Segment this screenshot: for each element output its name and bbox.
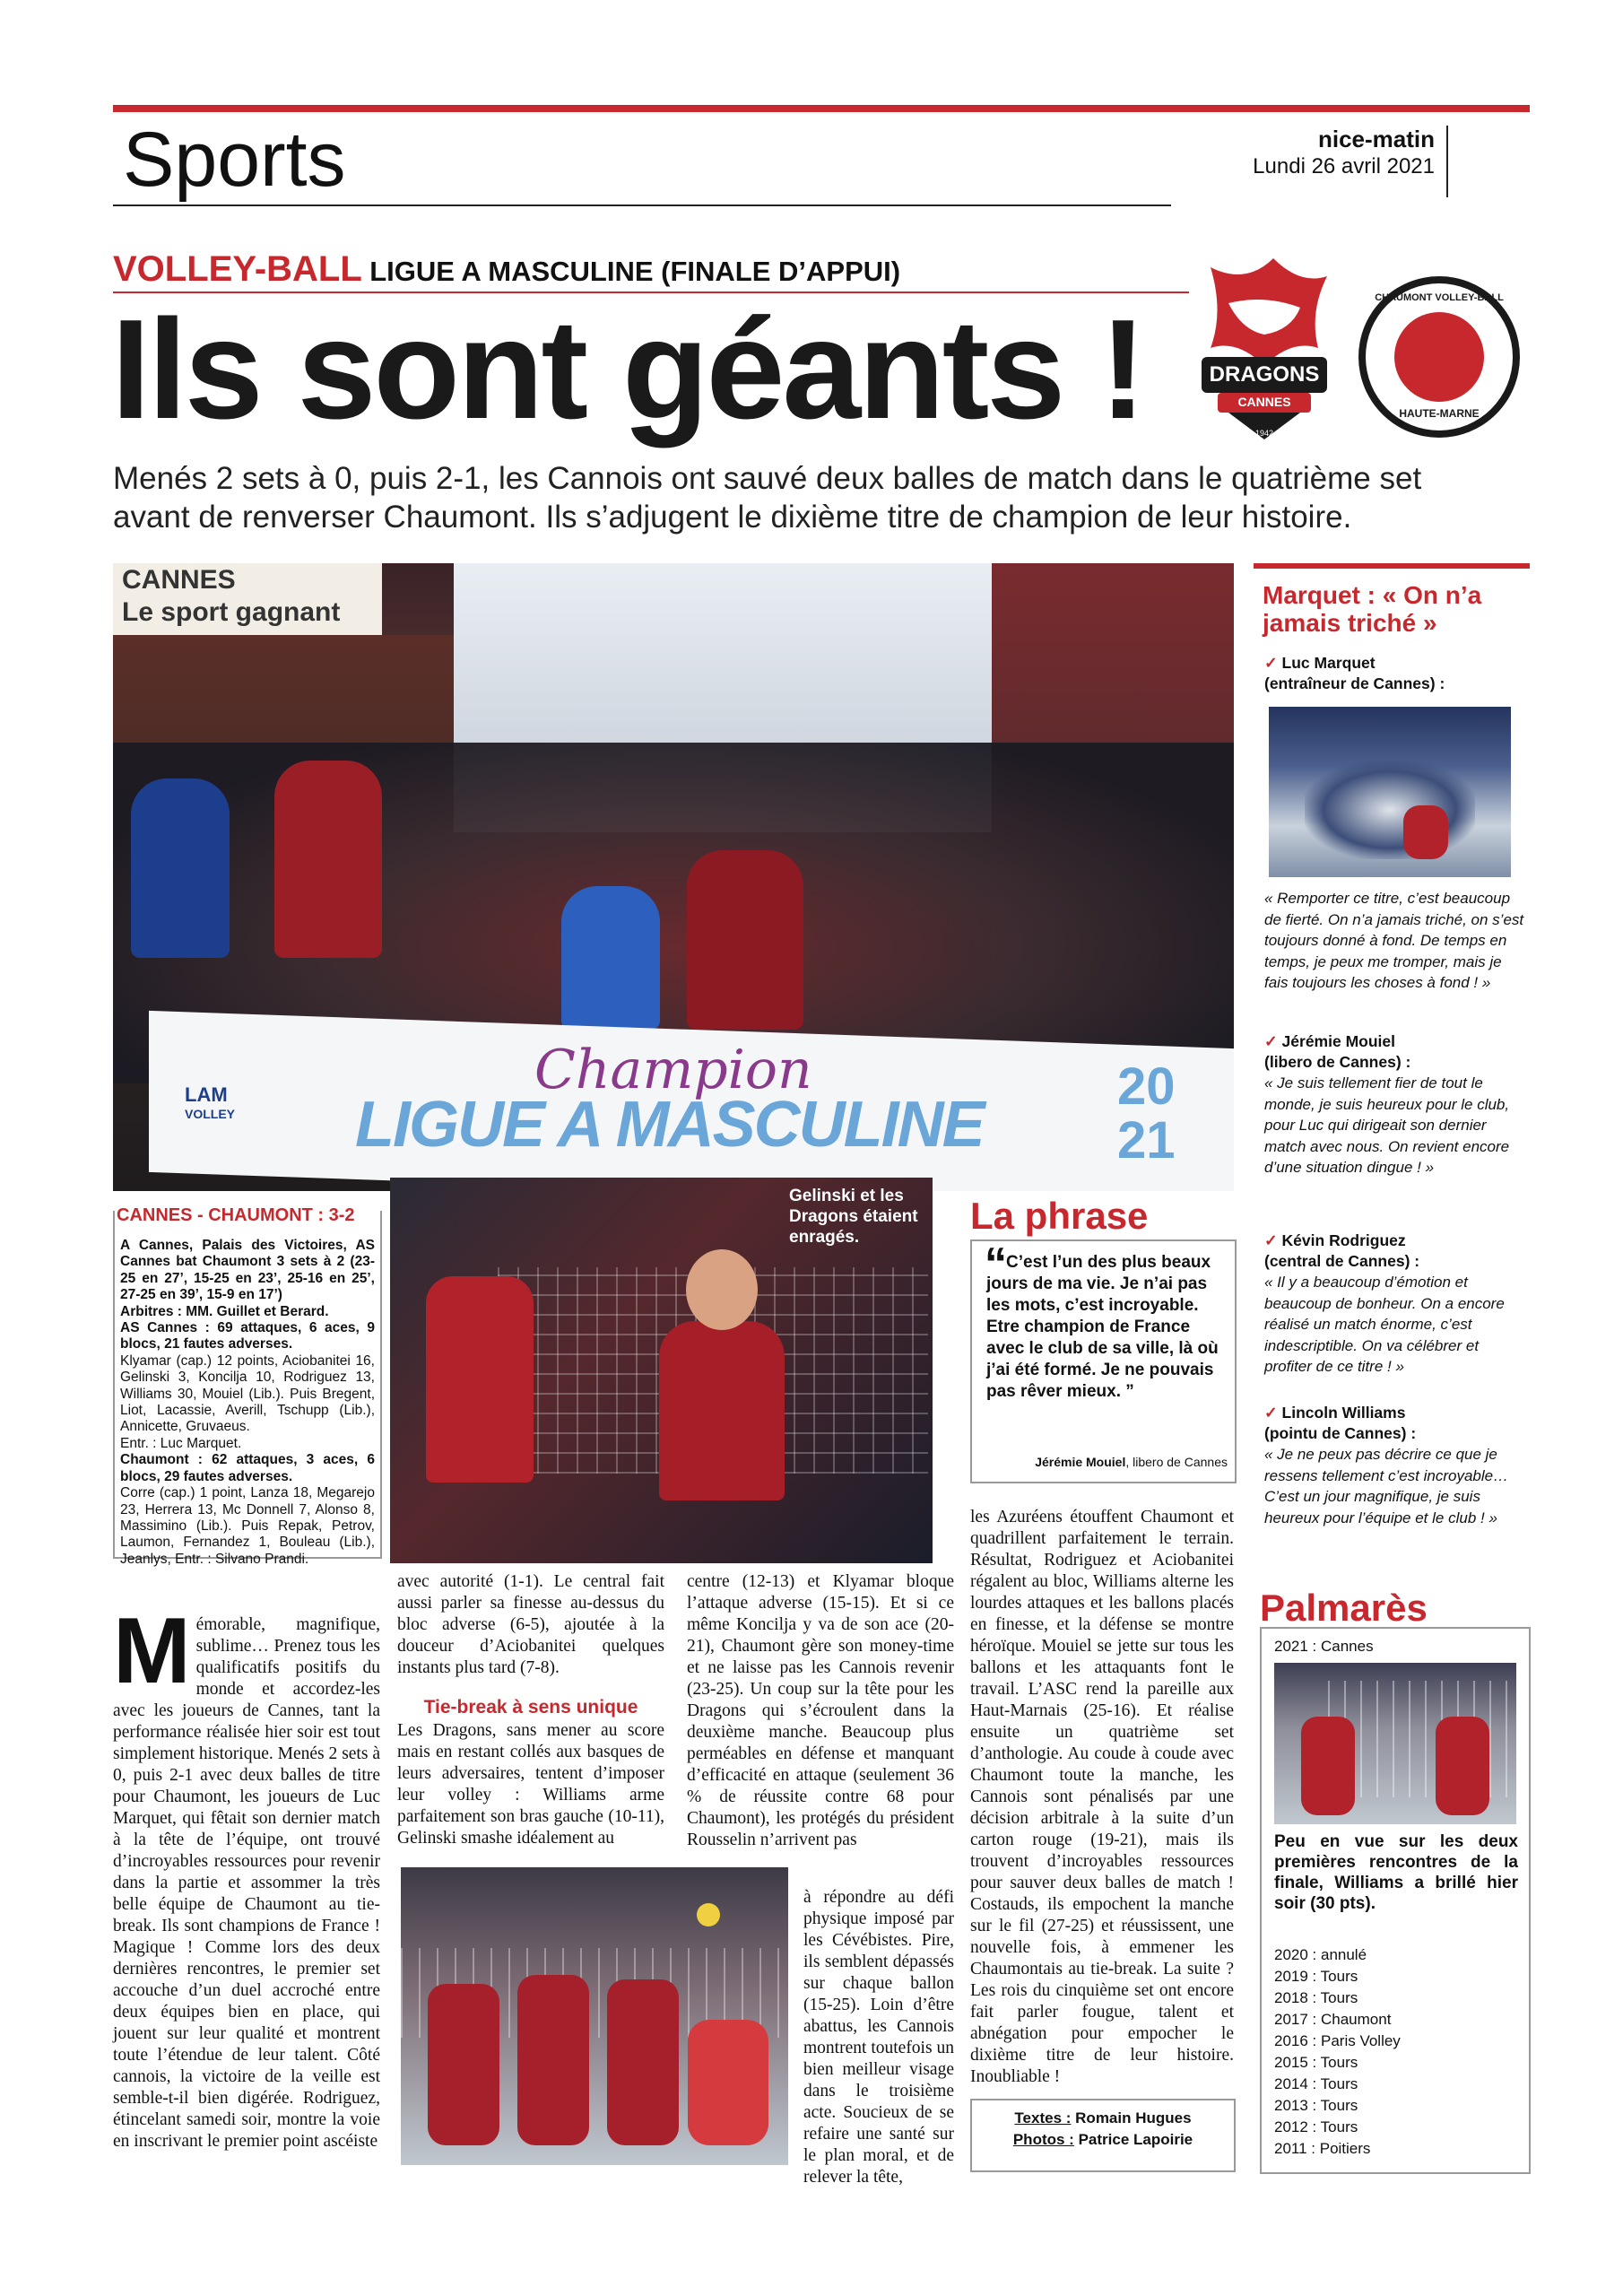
paper-name: nice-matin — [1317, 126, 1435, 152]
dropcap: M — [113, 1599, 191, 1703]
player-jersey-18 — [426, 1276, 534, 1483]
article-col-1 — [113, 1599, 380, 2152]
palmares-2018: 2018 : Tours — [1274, 1989, 1358, 2006]
blocker-1 — [428, 1984, 499, 2145]
article-text-3a: centre (12-13) et Klyamar bloque l’attaque adverse (15-15). Et si ce même Koncilja y va de son ace (20-21), Chaumont gère son money-time et ne laisse pas les Cannois revenir (23-25). Un coup sur la tête pour les Dragons qui s’écroulent dans la deuxième manche. Beaucoup plus perméables en défense et manquant d’efficacité en attaque (seulement 36 % de réussite contre 68 pour Chaumont), les protégés du président Rousselin n’arrivent pas — [687, 1572, 954, 1849]
quote-3-name: ✓ Kévin Rodriguez — [1264, 1231, 1406, 1249]
quote-4-role: (pointu de Cannes) : — [1264, 1424, 1417, 1442]
phrase-author: Jérémie Mouiel — [1035, 1455, 1126, 1469]
palmares-title: Palmarès — [1260, 1587, 1428, 1629]
quote-4 — [1264, 1403, 1524, 1528]
dragons-city: CANNES — [1237, 395, 1291, 409]
credits-box — [970, 2099, 1236, 2172]
main-photo — [113, 563, 1234, 1191]
palmares-photo — [1274, 1663, 1516, 1824]
quote-1-text: « Remporter ce titre, c’est beaucoup de fierté. On n’a jamais triché, on s’est toujours donné à fond. De temps en temps, je peux me tromper, mais je fais toujours les choses à fond ! » — [1264, 890, 1524, 991]
dragons-name: DRAGONS — [1209, 362, 1320, 387]
quote-3-role: (central de Cannes) : — [1264, 1252, 1420, 1270]
check-icon: ✓ — [1264, 1032, 1278, 1050]
article-text-1: émorable, magnifique, sublime… Prenez tous les qualificatifs positifs du monde et accordez-les avec les joueurs de Cannes, tant la performance réalisée hier soir est tout simplement historique. Menés 2 sets à 0, puis 2-1 avec deux balles de titre pour Chaumont, les joueurs de Luc Marquet, qui fêtait son dernier match à la tête de l’équipe, ont trouvé d’incroyables ressources pour revenir dans la partie et assommer la très belle équipe de Chaumont au tie-break. Ils sont champions de France ! Magique ! Comme lors des deux dernières rencontres, le premier set accouche d’un duel accroché entre deux équipes bien en place, qui jouent sur leur qualité et montrent toute l’étendue de leur talent. Côté cannois, la victoire de la veille est semble-t-il bien digérée. Rodriguez, étincelant samedi soir, montre la voie en inscrivant le premier point ascéiste — [113, 1615, 380, 2151]
credits-photos-name: Patrice Lapoirie — [1078, 2131, 1193, 2148]
phrase-box — [970, 1239, 1237, 1483]
board-lam-sub: VOLLEY — [185, 1107, 236, 1121]
article-text-3b: à répondre au défi physique imposé par les Cévébistes. Pire, ils semblent dépassés sur chaque ballon (15-25). Loin d’être abattus, les Cannois montrent toutefois un bien meilleur visage dans le troisième acte. Soucieux de se refaire une santé sur le plan moral, et de relever la tête, — [803, 1888, 954, 2187]
player-red-2 — [687, 850, 803, 1030]
deck: Menés 2 sets à 0, puis 2-1, les Cannois ont sauvé deux balles de match dans le quatrième set avant de renverser Chaumont. Ils s’adjugent le dixième titre de champion de leur histoire. — [113, 461, 1422, 535]
factbox-cannes-players: Klyamar (cap.) 12 points, Aciobanitei 16, Gelinski 3, Koncilja 10, Rodriguez 13, Williams 30, Mouiel (Lib.). Puis Bregent, Liot, Lacassie, Averill, Tschupp (Lib.), Annicette, Gruvaeus. — [120, 1352, 375, 1435]
player-jersey-8 — [659, 1321, 785, 1500]
phrase-quote: C’est l’un des plus beaux jours de ma vie. Je n’ai pas les mots, c’est incroyable. Etre champion de France avec le club de sa ville, là où j’ai été formé. Je ne pouvais pas rêver mieux. ” — [986, 1253, 1219, 1401]
credits-photos — [972, 2129, 1234, 2151]
issue-date: Lundi 26 avril 2021 — [1253, 154, 1435, 178]
factbox-refs: Arbitres : MM. Guillet et Berard. — [120, 1303, 329, 1319]
palmares-2016: 2016 : Paris Volley — [1274, 2032, 1401, 2049]
article-col-3a — [687, 1571, 954, 1851]
banner-sub: Le sport gagnant — [122, 597, 341, 627]
credits-photos-label: Photos : — [1012, 2131, 1074, 2148]
header-rule — [113, 204, 1171, 206]
top-rule — [113, 105, 1530, 112]
phrase-author-role: , libero de Cannes — [1125, 1455, 1228, 1469]
headline: Ils sont géants ! — [111, 291, 1144, 448]
quote-2-name: ✓ Jérémie Mouiel — [1264, 1032, 1395, 1050]
factbox-cannes-coach: Entr. : Luc Marquet. — [120, 1435, 242, 1451]
credits-texts — [972, 2108, 1234, 2129]
banner-cannes: CANNES — [122, 565, 236, 595]
palmares-2013: 2013 : Tours — [1274, 2097, 1358, 2114]
factbox-title: CANNES - CHAUMONT : 3-2 — [117, 1205, 355, 1225]
blocker-3 — [607, 1979, 679, 2145]
quote-2-role: (libero de Cannes) : — [1264, 1053, 1411, 1071]
palmares-2012: 2012 : Tours — [1274, 2118, 1358, 2135]
board-champion: Champion — [534, 1039, 812, 1101]
photo-gelinski-caption: Gelinski et les Dragons étaient enragés. — [789, 1187, 918, 1247]
article-col-4 — [970, 1507, 1234, 2088]
player-red-1 — [274, 761, 382, 958]
article-text-4: les Azuréens étouffent Chaumont et quadrillent parfaitement le terrain. Résultat, Rodriguez et Aciobanitei régalent au bloc, Williams alterne les lourdes attaques et les ballons placés en finesse, et la défense se montre héroïque. Mouiel se jette sur tous les ballons et les attaquants font le travail. L’ASC rend la pareille aux Haut-Marnais (25-16). Et réalise ensuite un quatrième set d’anthologie. Au coude à coude avec Chaumont toute la manche, les Cannois sont pénalisés par une décision arbitrale à la suite d’un carton rouge (19-21), mais ils trouvent d’incroyables ressources pour sauver deux balles de match ! Costauds, ils empochent la manche sur le fil (27-25) et réussissent, une nouvelle fois, à emmener les Chaumontais au tie-break. La suite ? Les rois du cinquième set ont encore fait parler fougue, talent et abnégation pour empocher le dixième titre de leur histoire. Inoubliable ! — [970, 1508, 1234, 2086]
board-year-bottom: 21 — [1117, 1111, 1176, 1170]
palmares-blocker — [1436, 1717, 1489, 1815]
factbox-body — [120, 1238, 375, 1568]
chaumont-logo — [1358, 276, 1520, 438]
palmares-2019: 2019 : Tours — [1274, 1968, 1358, 1985]
palmares-2015: 2015 : Tours — [1274, 2054, 1358, 2071]
chaumont-bottom-text: HAUTE-MARNE — [1399, 407, 1480, 420]
palmares-attacker — [1301, 1717, 1355, 1815]
player-blue-2 — [561, 886, 660, 1030]
factbox-chaumont-players: Corre (cap.) 1 point, Lanza 18, Megarejo 23, Herrera 13, Mc Donnell 7, Alonso 8, Massimino (Lib.). Puis Repak, Petrov, Laumon, Fernandez 1, Bouleau (Lib.), Jeanlys, Entr. : Silvano Prandi. — [120, 1485, 375, 1567]
quote-3 — [1264, 1231, 1524, 1378]
kicker-competition: LIGUE A MASCULINE (FINALE D’APPUI) — [369, 256, 901, 287]
sidebar-photo — [1269, 707, 1511, 877]
dragons-logo — [1193, 249, 1336, 447]
player-head — [686, 1249, 758, 1330]
article-col-3b — [803, 1887, 954, 2188]
phrase-title: La phrase — [970, 1195, 1149, 1237]
chaumont-ball — [1394, 312, 1484, 402]
player-blue-1 — [131, 778, 230, 958]
quote-1-name: ✓ Luc Marquet — [1264, 654, 1376, 672]
quote-2-text: « Je suis tellement fier de tout le monde, je suis heureux pour le club, pour Luc qui dirigeait son dernier match avec nous. On revient encore d’une situation dingue ! » — [1264, 1074, 1510, 1176]
quote-2 — [1264, 1031, 1524, 1178]
dragons-year: 1942 — [1254, 429, 1274, 438]
quote-4-name: ✓ Lincoln Williams — [1264, 1404, 1406, 1422]
palmares-2020: 2020 : annulé — [1274, 1946, 1367, 1963]
phrase-open-mark: “ — [985, 1239, 1007, 1289]
palmares-2017: 2017 : Chaumont — [1274, 2011, 1392, 2028]
subhead: Tie-break à sens unique — [423, 1697, 638, 1718]
player-libero — [688, 2020, 768, 2145]
quote-3-text: « Il y a beaucoup d’émotion et beaucoup de bonheur. On a encore réalisé un match énorme, c’est indescriptible. On va célébrer et profiter de ce titre ! » — [1264, 1274, 1505, 1375]
credits-texts-label: Textes : — [1014, 2109, 1072, 2126]
article-col-2 — [397, 1571, 664, 1849]
factbox-chaumont-stats: Chaumont : 62 attaques, 3 aces, 6 blocs, 29 fautes adverses. — [120, 1452, 375, 1484]
red-shirt — [1403, 805, 1448, 859]
check-icon: ✓ — [1264, 1404, 1278, 1422]
palmares-2011: 2011 : Poitiers — [1274, 2140, 1371, 2157]
board-lam: LAM — [185, 1083, 228, 1106]
palmares-list — [1274, 1944, 1401, 2160]
factbox-venue: A Cannes, Palais des Victoires, AS Cannes bat Chaumont 3 sets à 2 (23-25 en 27’, 15-25 en 23’, 25-16 en 25’, 27-25 en 39’, 15-9 en 17’) — [120, 1238, 375, 1303]
check-icon: ✓ — [1264, 1231, 1278, 1249]
article-text-2a: avec autorité (1-1). Le central fait aussi parler sa finesse au-dessus du bloc adverse (6-5), ajoutée à la douceur d’Aciobanitei quelques instants plus tard (7-8). — [397, 1572, 664, 1677]
quote-1 — [1264, 653, 1524, 694]
palmares-box — [1260, 1627, 1531, 2174]
palmares-first: 2021 : Cannes — [1274, 1638, 1374, 1655]
volleyball — [697, 1903, 720, 1926]
chaumont-top-text: CHAUMONT VOLLEY-BALL — [1375, 292, 1504, 303]
phrase-credit — [1035, 1455, 1228, 1469]
quote-1-role: (entraîneur de Cannes) : — [1264, 674, 1445, 692]
factbox — [113, 1205, 382, 1567]
header-divider — [1446, 126, 1448, 197]
pile-players — [1305, 761, 1475, 859]
kicker-sport: VOLLEY-BALL — [113, 249, 362, 289]
sidebar-rule — [1254, 563, 1530, 569]
blocker-2 — [517, 1975, 589, 2145]
photo-block — [401, 1867, 788, 2165]
factbox-cannes-stats: AS Cannes : 69 attaques, 6 aces, 9 blocs, 21 fautes adverses. — [120, 1320, 375, 1352]
section-title: Sports — [123, 117, 346, 203]
palmares-2014: 2014 : Tours — [1274, 2075, 1358, 2092]
article-text-2b: Les Dragons, sans mener au score mais en restant collés aux basques de leurs adversaires, tentent d’imposer leur volley : Williams arme parfaitement son bras gauche (10-11), Gelinski smashe idéalement au — [397, 1721, 664, 1848]
credits-texts-name: Romain Hugues — [1075, 2109, 1192, 2126]
check-icon: ✓ — [1264, 654, 1278, 672]
sidebar-title: Marquet : « On n’a jamais triché » — [1263, 581, 1482, 637]
palmares-caption: Peu en vue sur les deux premières rencontres de la finale, Williams a brillé hier soir (30 pts). — [1274, 1832, 1518, 1913]
board-ligue: LIGUE A MASCULINE — [355, 1089, 984, 1161]
board-year-top: 20 — [1117, 1057, 1176, 1116]
quote-4-text: « Je ne peux pas décrire ce que je ressens tellement c’est incroyable… C’est un jour magnifique, je suis heureux pour l’équipe et le club ! » — [1264, 1446, 1509, 1526]
